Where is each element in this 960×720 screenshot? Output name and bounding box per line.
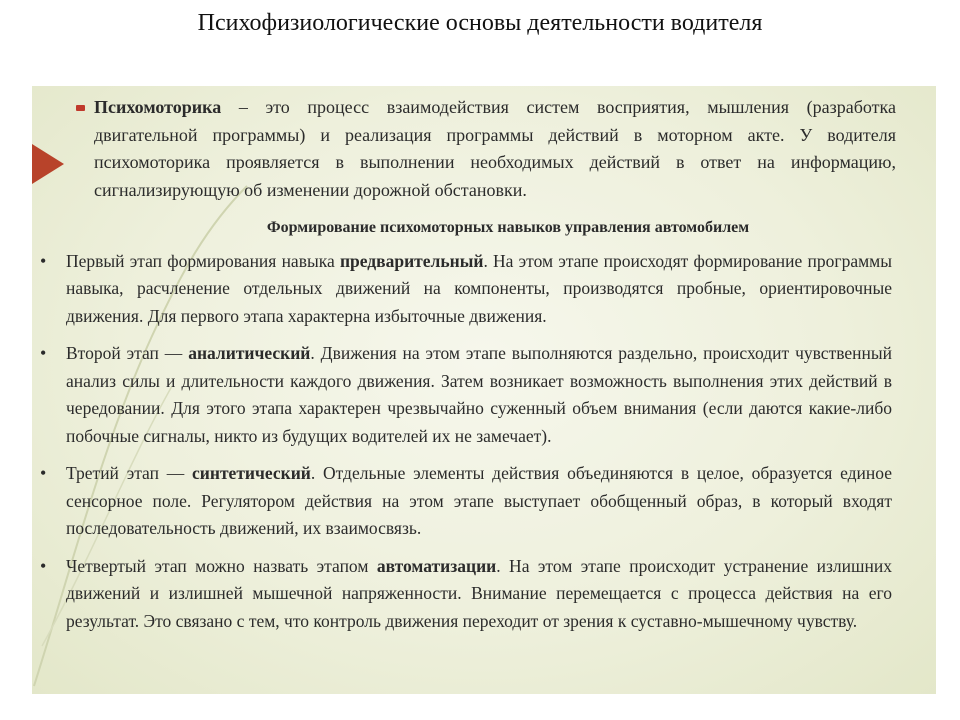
section-heading: Формирование психомоторных навыков управления автомобилем — [266, 219, 750, 236]
stage-1-text — [66, 248, 892, 331]
stage-4-term: автоматизации — [376, 555, 497, 576]
stage-2-after: . Движения на этом этапе выполняются раздельно, происходит чувственный анализ силы и длительности каждого движения. Затем возникает возможность выполнения этих действий в чередовании. Для этого этапа характерен чрезвычайно суженный объем внимания (если даются какие-либо побочные сигналы, никто из будущих водителей их не замечает). — [66, 343, 892, 446]
stage-4-before: Четвертый этап можно назвать этапом — [66, 555, 377, 576]
slide-content — [40, 94, 896, 645]
stage-1-before: Первый этап формирования навыка — [66, 250, 340, 271]
stage-2-term: аналитический — [188, 343, 311, 363]
list-item-stage-3 — [40, 460, 896, 543]
stage-1-after: . На этом этапе происходят формирование программы навыка, расчленение отдельных движений на компоненты, производятся пробные, ориентировочные движения. Для первого этапа характерна избыточные движения. — [66, 250, 892, 326]
bullet-icon: • — [40, 555, 47, 576]
stage-2-before: Второй этап — — [66, 343, 189, 363]
intro-paragraph — [76, 94, 896, 204]
intro-term: Психомоторика — [94, 97, 222, 117]
intro-bullet-icon — [76, 105, 85, 111]
stage-2-text — [66, 340, 892, 450]
stage-4-after: . На этом этапе происходит устранение излишних движений и излишней мышечной напряженности. Внимание перемещается с процесса действия на его результат. Это связано с тем, что контроль движения переходит от зрения к суставно-мышечному чувству. — [66, 555, 892, 631]
intro-text — [94, 94, 896, 204]
intro-definition: – это процесс взаимодействия систем восприятия, мышления (разработка двигательной программы) и реализация программы действий в моторном акте. У водителя психомоторика проявляется в выполнении необходимых действий в ответ на информацию, сигнализирующую об изменении дорожной обстановки. — [94, 97, 896, 200]
bullet-icon: • — [40, 250, 47, 271]
stage-3-term: синтетический — [192, 463, 311, 483]
stage-3-after: . Отдельные элементы действия объединяются в целое, образуется единое сенсорное поле. Регулятором действия на этом этапе выступает обобщенный образ, в который входят последовательность движений, их взаимосвязь. — [66, 463, 892, 538]
bullet-icon: • — [40, 463, 47, 483]
list-item-stage-4 — [40, 553, 896, 636]
stage-1-term: предварительный — [339, 250, 484, 271]
list-item-stage-2 — [40, 340, 896, 450]
slide-title: Психофизиологические основы деятельности водителя — [197, 10, 763, 36]
stage-3-before: Третий этап — — [66, 463, 193, 483]
list-item-stage-1 — [40, 248, 896, 331]
bullet-icon: • — [40, 343, 47, 363]
stage-4-text — [66, 553, 892, 636]
stage-3-text — [66, 460, 892, 543]
